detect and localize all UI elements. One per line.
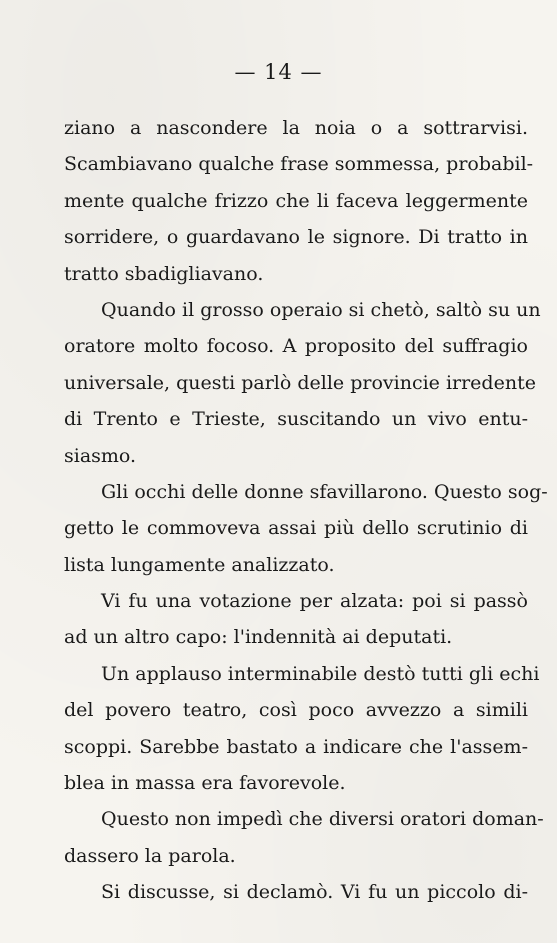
text-line: tratto sbadigliavano. — [64, 262, 264, 285]
text-line: blea in massa era favorevole. — [64, 772, 346, 795]
text-line: oratore molto focoso. A proposito del suffragio — [64, 335, 528, 358]
text-line: Vi fu una votazione per alzata: poi si passò — [101, 590, 528, 613]
body-text — [64, 110, 548, 911]
text-line: Scambiavano qualche frase sommessa, probabil- — [64, 153, 534, 176]
text-line: del povero teatro, così poco avvezzo a simili — [64, 699, 528, 722]
text-line: Questo non impedì che diversi oratori doman- — [101, 808, 544, 831]
page-number: — 14 — — [234, 60, 323, 84]
text-line: Un applauso interminabile destò tutti gli echi — [101, 662, 540, 685]
text-line: getto le commoveva assai più dello scrutinio di — [64, 517, 528, 540]
text-line: ad un altro capo: l'indennità ai deputati. — [64, 626, 453, 649]
text-line: Si discusse, si declamò. Vi fu un piccolo di- — [101, 881, 528, 904]
text-line: sorridere, o guardavano le signore. Di tratto in — [64, 226, 528, 249]
text-line: siasmo. — [64, 444, 137, 467]
text-line: mente qualche frizzo che li faceva leggermente — [64, 189, 528, 212]
text-line: scoppi. Sarebbe bastato a indicare che l'assem- — [64, 735, 528, 758]
text-line: Quando il grosso operaio si chetò, saltò su un — [101, 298, 541, 321]
text-line: dassero la parola. — [64, 844, 236, 867]
text-line: ziano a nascondere la noia o a sottrarvisi. — [64, 117, 528, 139]
text-line: lista lungamente analizzato. — [64, 553, 335, 576]
text-line: universale, questi parlò delle provincie irredente — [64, 371, 536, 394]
text-line: Gli occhi delle donne sfavillarono. Questo sog- — [101, 480, 548, 503]
text-line: di Trento e Trieste, suscitando un vivo entu- — [64, 408, 528, 431]
